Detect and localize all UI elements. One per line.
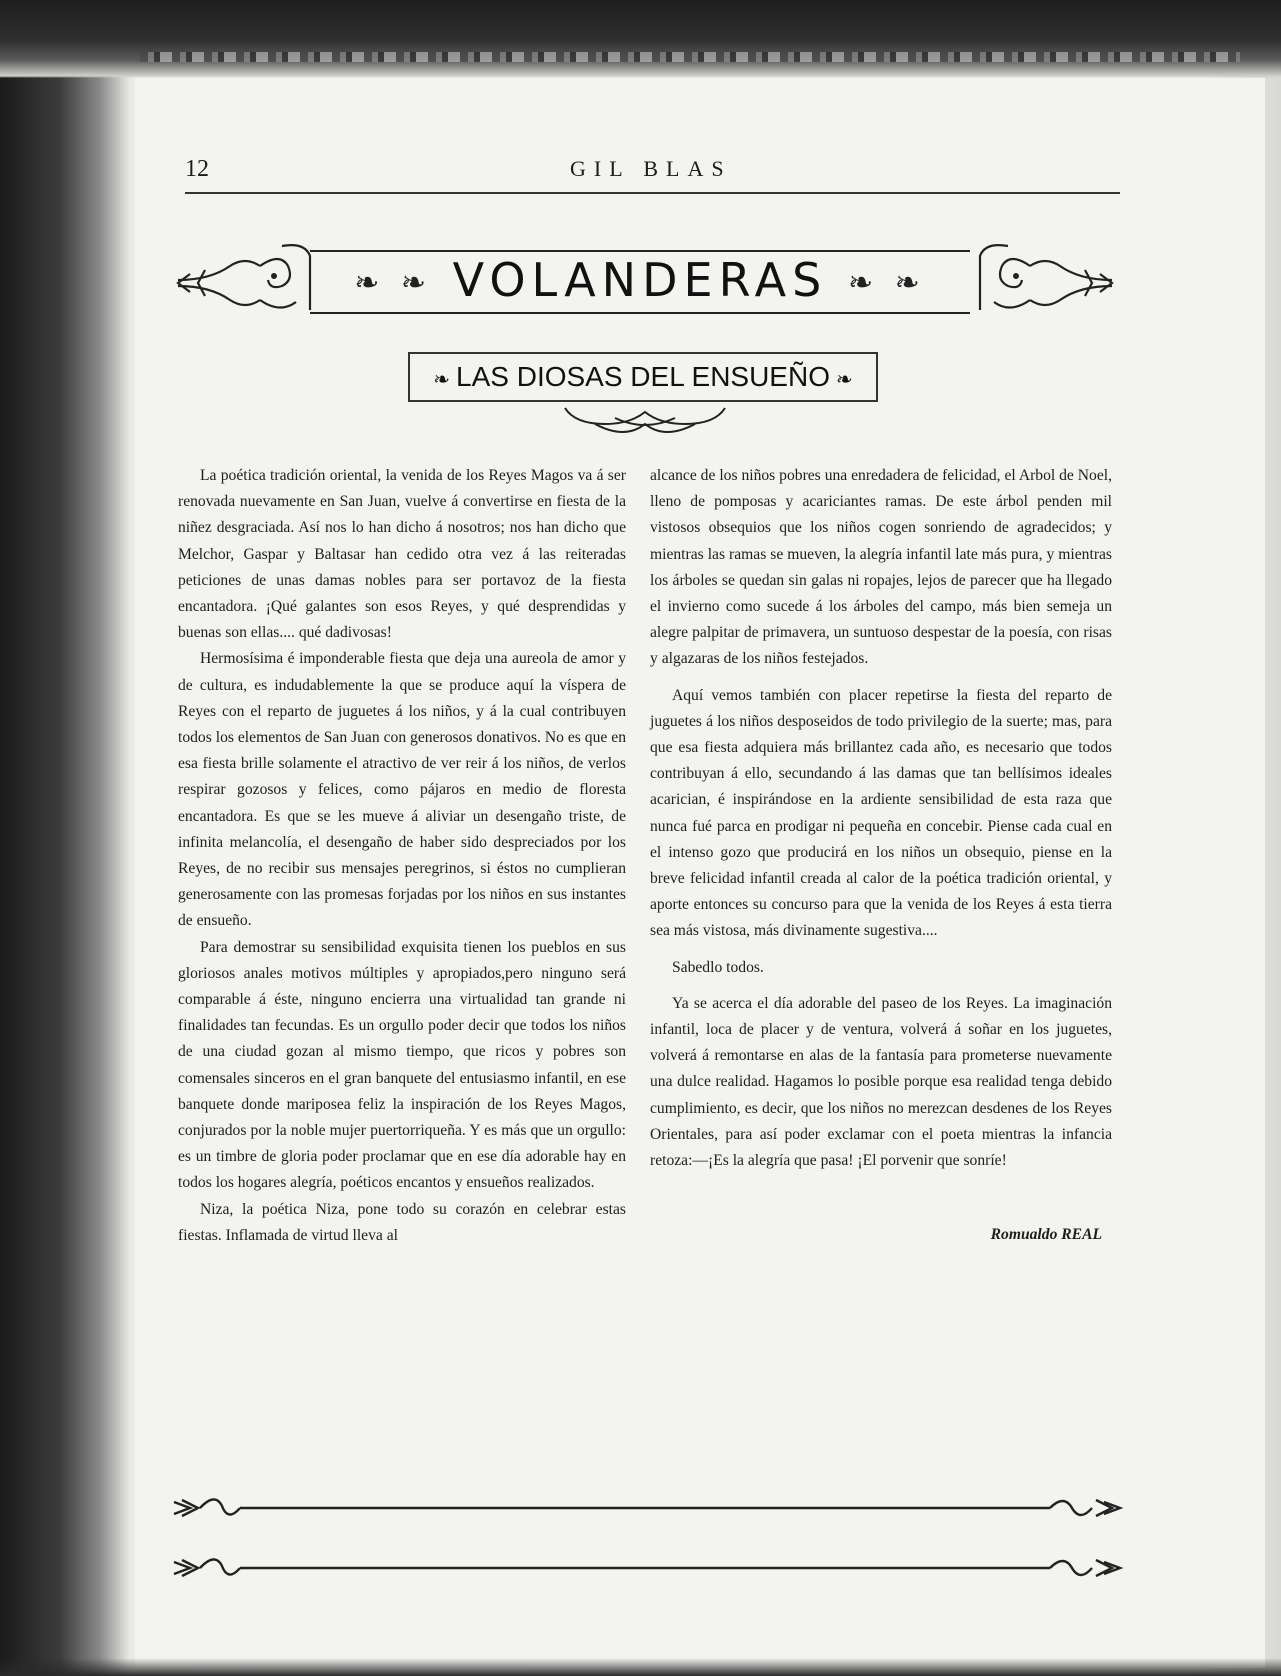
- right-flourish-icon: [970, 236, 1120, 316]
- paragraph: Niza, la poética Niza, pone todo su corazón en celebrar estas fiestas. Inflamada de virtud lleva al: [178, 1200, 626, 1244]
- section-title: [310, 250, 970, 310]
- fleuron-icon: ❧ ❧: [847, 265, 926, 301]
- section-title-text: VOLANDERAS: [452, 253, 828, 307]
- fleuron-icon: ❧ ❧: [354, 265, 433, 301]
- section-banner: [170, 236, 1120, 316]
- swash-rule-icon: [170, 1548, 1130, 1588]
- left-column: [178, 463, 626, 1249]
- fleuron-icon: ❧: [835, 369, 853, 391]
- article-title: LAS DIOSAS DEL ENSUEÑO: [456, 361, 830, 392]
- paragraph: La poética tradición oriental, la venida de los Reyes Magos va á ser renovada nuevamente en San Juan, vuelve á convertirse en fiesta de la niñez desgraciada. Así nos lo han dicho á nosotros; nos han dicho que Melchor, Gaspar y Baltasar han cedido otra vez á las reiteradas peticiones de unas damas nobles para ser portavoz de la fiesta encantadora. ¡Qué galantes son esos Reyes, y qué desprendidas y buenas son ellas.... qué dadivosas!: [178, 467, 626, 642]
- paragraph: Hermosísima é imponderable fiesta que deja una aureola de amor y de cultura, es indudablemente la que se produce aquí la víspera de Reyes con el reparto de juguetes á los niños, y á la cual contribuyen todos los elementos de San Juan con generosos donativos. No es que en esa fiesta brille solamente el atractivo de ver reir á los niños, de verlos respirar gozosos y felices, como pájaros en medio de floresta encantadora. Es que se les mueve á aliviar un desengaño triste, de infinita melancolía, el desengaño de haber sido despreciados por los Reyes, de no recibir sus mensajes peregrinos, si éstos no cumplieran generosamente con las promesas forjadas por los niños en sus instantes de ensueño.: [178, 650, 626, 930]
- swash-rule-icon: [170, 1488, 1130, 1528]
- paragraph: Ya se acerca el día adorable del paseo de los Reyes. La imaginación infantil, loca de placer y de ventura, volverá á soñar en los juguetes, volverá á remontarse en alas de la fantasía para prometerse nuevamente una dulce realidad. Hagamos lo posible porque esa realidad tenga debido cumplimiento, es decir, que los niños no merezcan desdenes de los Reyes Orientales, para así poder exclamar con el poeta mientras la infancia retoza:—¡Es la alegría que pasa! ¡El porvenir que sonríe!: [650, 994, 1112, 1170]
- title-swash-icon: [555, 402, 735, 442]
- left-flourish-icon: [170, 236, 320, 316]
- paragraph: Aquí vemos también con placer repetirse la fiesta del reparto de juguetes á los niños desposeidos de todo privilegio de la suerte; mas, para que esa fiesta adquiera más brillantez cada año, es necesario que todos contribuyan á ello, secundando á las damas que tan bellísimos ideales acarician, é inspirándose en la ardiente sensibilidad de esta raza que nunca fué parca en prodigar ni pequeña en concebir. Piense cada cual en el intenso gozo que producirá en los niños un obsequio, piense en la breve felicidad infantil creada al calor de la poética tradición oriental, y aporte entonces su concurso para que la venida de los Reyes á esta tierra sea más vistosa, más divinamente sugestiva....: [650, 686, 1112, 940]
- paragraph: Sabedlo todos.: [672, 958, 764, 976]
- paragraph: Para demostrar su sensibilidad exquisita tienen los pueblos en sus gloriosos anales motivos múltiples y apropiados,pero ninguno será comparable á éste, ninguno encierra una virtualidad tan grande ni finalidades tan fecundas. Es un orgullo poder decir que todos los niños de una ciudad gozan al mismo tiempo, que ricos y pobres son comensales sinceros en el gran banquete del entusiasmo infantil, en ese banquete donde mariposea feliz la inspiración de los Reyes Magos, conjurados por la noble mujer puertorriqueña. Y es más que un orgullo: es un timbre de gloria poder proclamar que en ese día adorable hay en todos los hogares alegría, poéticos encantos y ensueños realizados.: [178, 938, 626, 1192]
- article-title-box: [408, 352, 878, 402]
- journal-title: GIL BLAS: [570, 156, 732, 181]
- scan-bottom-edge: [0, 1658, 1281, 1676]
- right-column: [650, 463, 1112, 1248]
- running-header: [185, 156, 1120, 194]
- fleuron-icon: ❧: [433, 369, 451, 391]
- page-number: 12: [185, 156, 209, 182]
- author-signature: Romualdo REAL: [990, 1226, 1102, 1244]
- paragraph: alcance de los niños pobres una enredadera de felicidad, el Arbol de Noel, lleno de pomposas y acariciantes ramas. De este árbol penden mil vistosos obsequios que los niños cogen sonriendo de agradecidos; y mientras las ramas se mueven, la alegría infantil late más pura, y mientras los árboles se quedan sin galas ni ropajes, lejos de parecer que ha llegado el invierno como sucede á los árboles del campo, más bien semeja un alegre palpitar de primavera, un suntuoso despestar de la poesía, con risas y algazaras de los niños festejados.: [650, 467, 1112, 668]
- scan-top-edge: [0, 0, 1281, 78]
